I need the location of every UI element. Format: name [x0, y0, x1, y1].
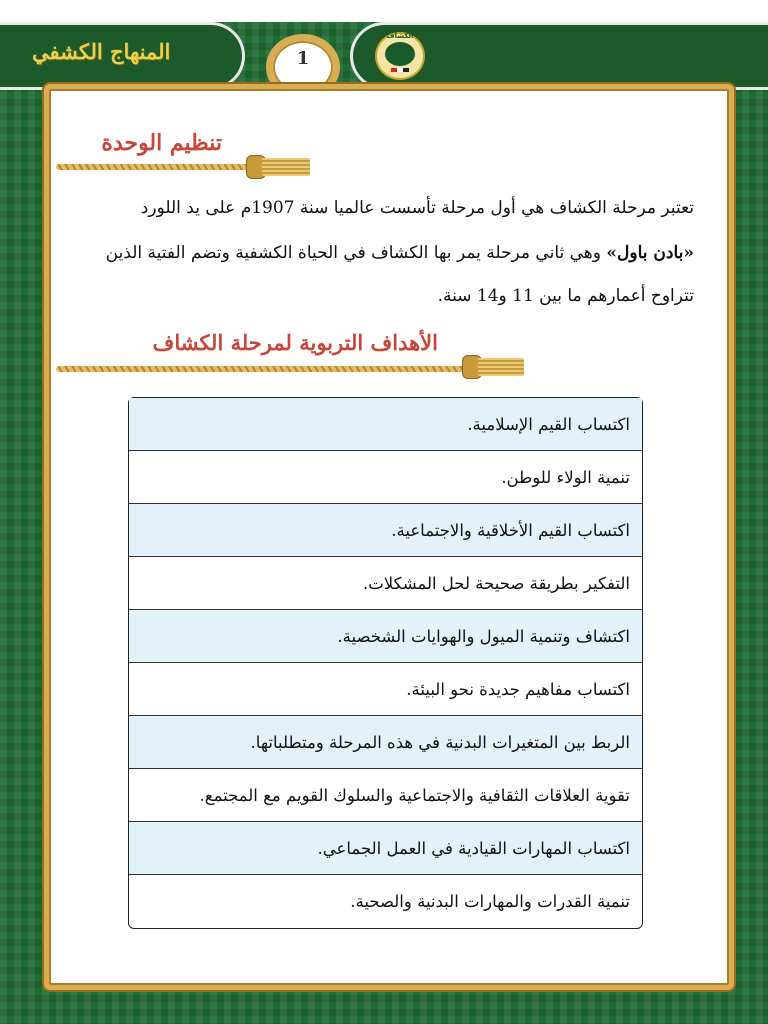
goals-table: [128, 397, 643, 929]
logo-emblem: [385, 42, 415, 66]
intro-line-2: [70, 241, 694, 265]
goal-row: تنمية القدرات والمهارات البدنية والصحية.: [350, 892, 630, 911]
logo-text: الكشاف: [386, 32, 414, 40]
series-title: المنهاج الكشفي: [32, 39, 171, 64]
rope-underline: [56, 366, 476, 372]
intro-line-2-text: وهي ثاني مرحلة يمر بها الكشاف في الحياة الكشفية وتضم الفتية الذين: [105, 243, 607, 263]
page-number: 1: [296, 48, 310, 69]
goal-row: اكتشاف وتنمية الميول والهوايات الشخصية.: [129, 610, 642, 663]
goal-row: تنمية الولاء للوطن.: [129, 451, 642, 504]
goal-row: تقوية العلاقات الثقافية والاجتماعية والسلوك القويم مع المجتمع.: [129, 769, 642, 822]
intro-line-3: تتراوح أعمارهم ما بين 11 و14 سنة.: [437, 286, 694, 306]
section1-heading: تنظيم الوحدة: [101, 130, 222, 156]
flag-icon: [391, 68, 409, 72]
goal-row: اكتساب المهارات القيادية في العمل الجماعي.: [129, 822, 642, 875]
rope-tassel-icon: [478, 358, 524, 376]
goal-row: التفكير بطريقة صحيحة لحل المشكلات.: [129, 557, 642, 610]
rope-tassel-icon: [262, 158, 310, 176]
goal-row: الربط بين المتغيرات البدنية في هذه المرحلة ومتطلباتها.: [129, 716, 642, 769]
founder-name: «بادن باول»: [606, 243, 694, 263]
goal-row: اكتساب القيم الأخلاقية والاجتماعية.: [129, 504, 642, 557]
rope-underline: [56, 164, 256, 170]
section2-heading: الأهداف التربوية لمرحلة الكشاف: [152, 330, 438, 355]
intro-line-1: تعتبر مرحلة الكشاف هي أول مرحلة تأسست عالميا سنة 1907م على يد اللورد: [140, 198, 694, 218]
goal-row: اكتساب مفاهيم جديدة نحو البيئة.: [129, 663, 642, 716]
scout-logo-icon: [375, 32, 425, 80]
top-margin: [0, 0, 768, 22]
series-title-tab: [0, 22, 245, 90]
goal-row: اكتساب القيم الإسلامية.: [129, 398, 642, 451]
